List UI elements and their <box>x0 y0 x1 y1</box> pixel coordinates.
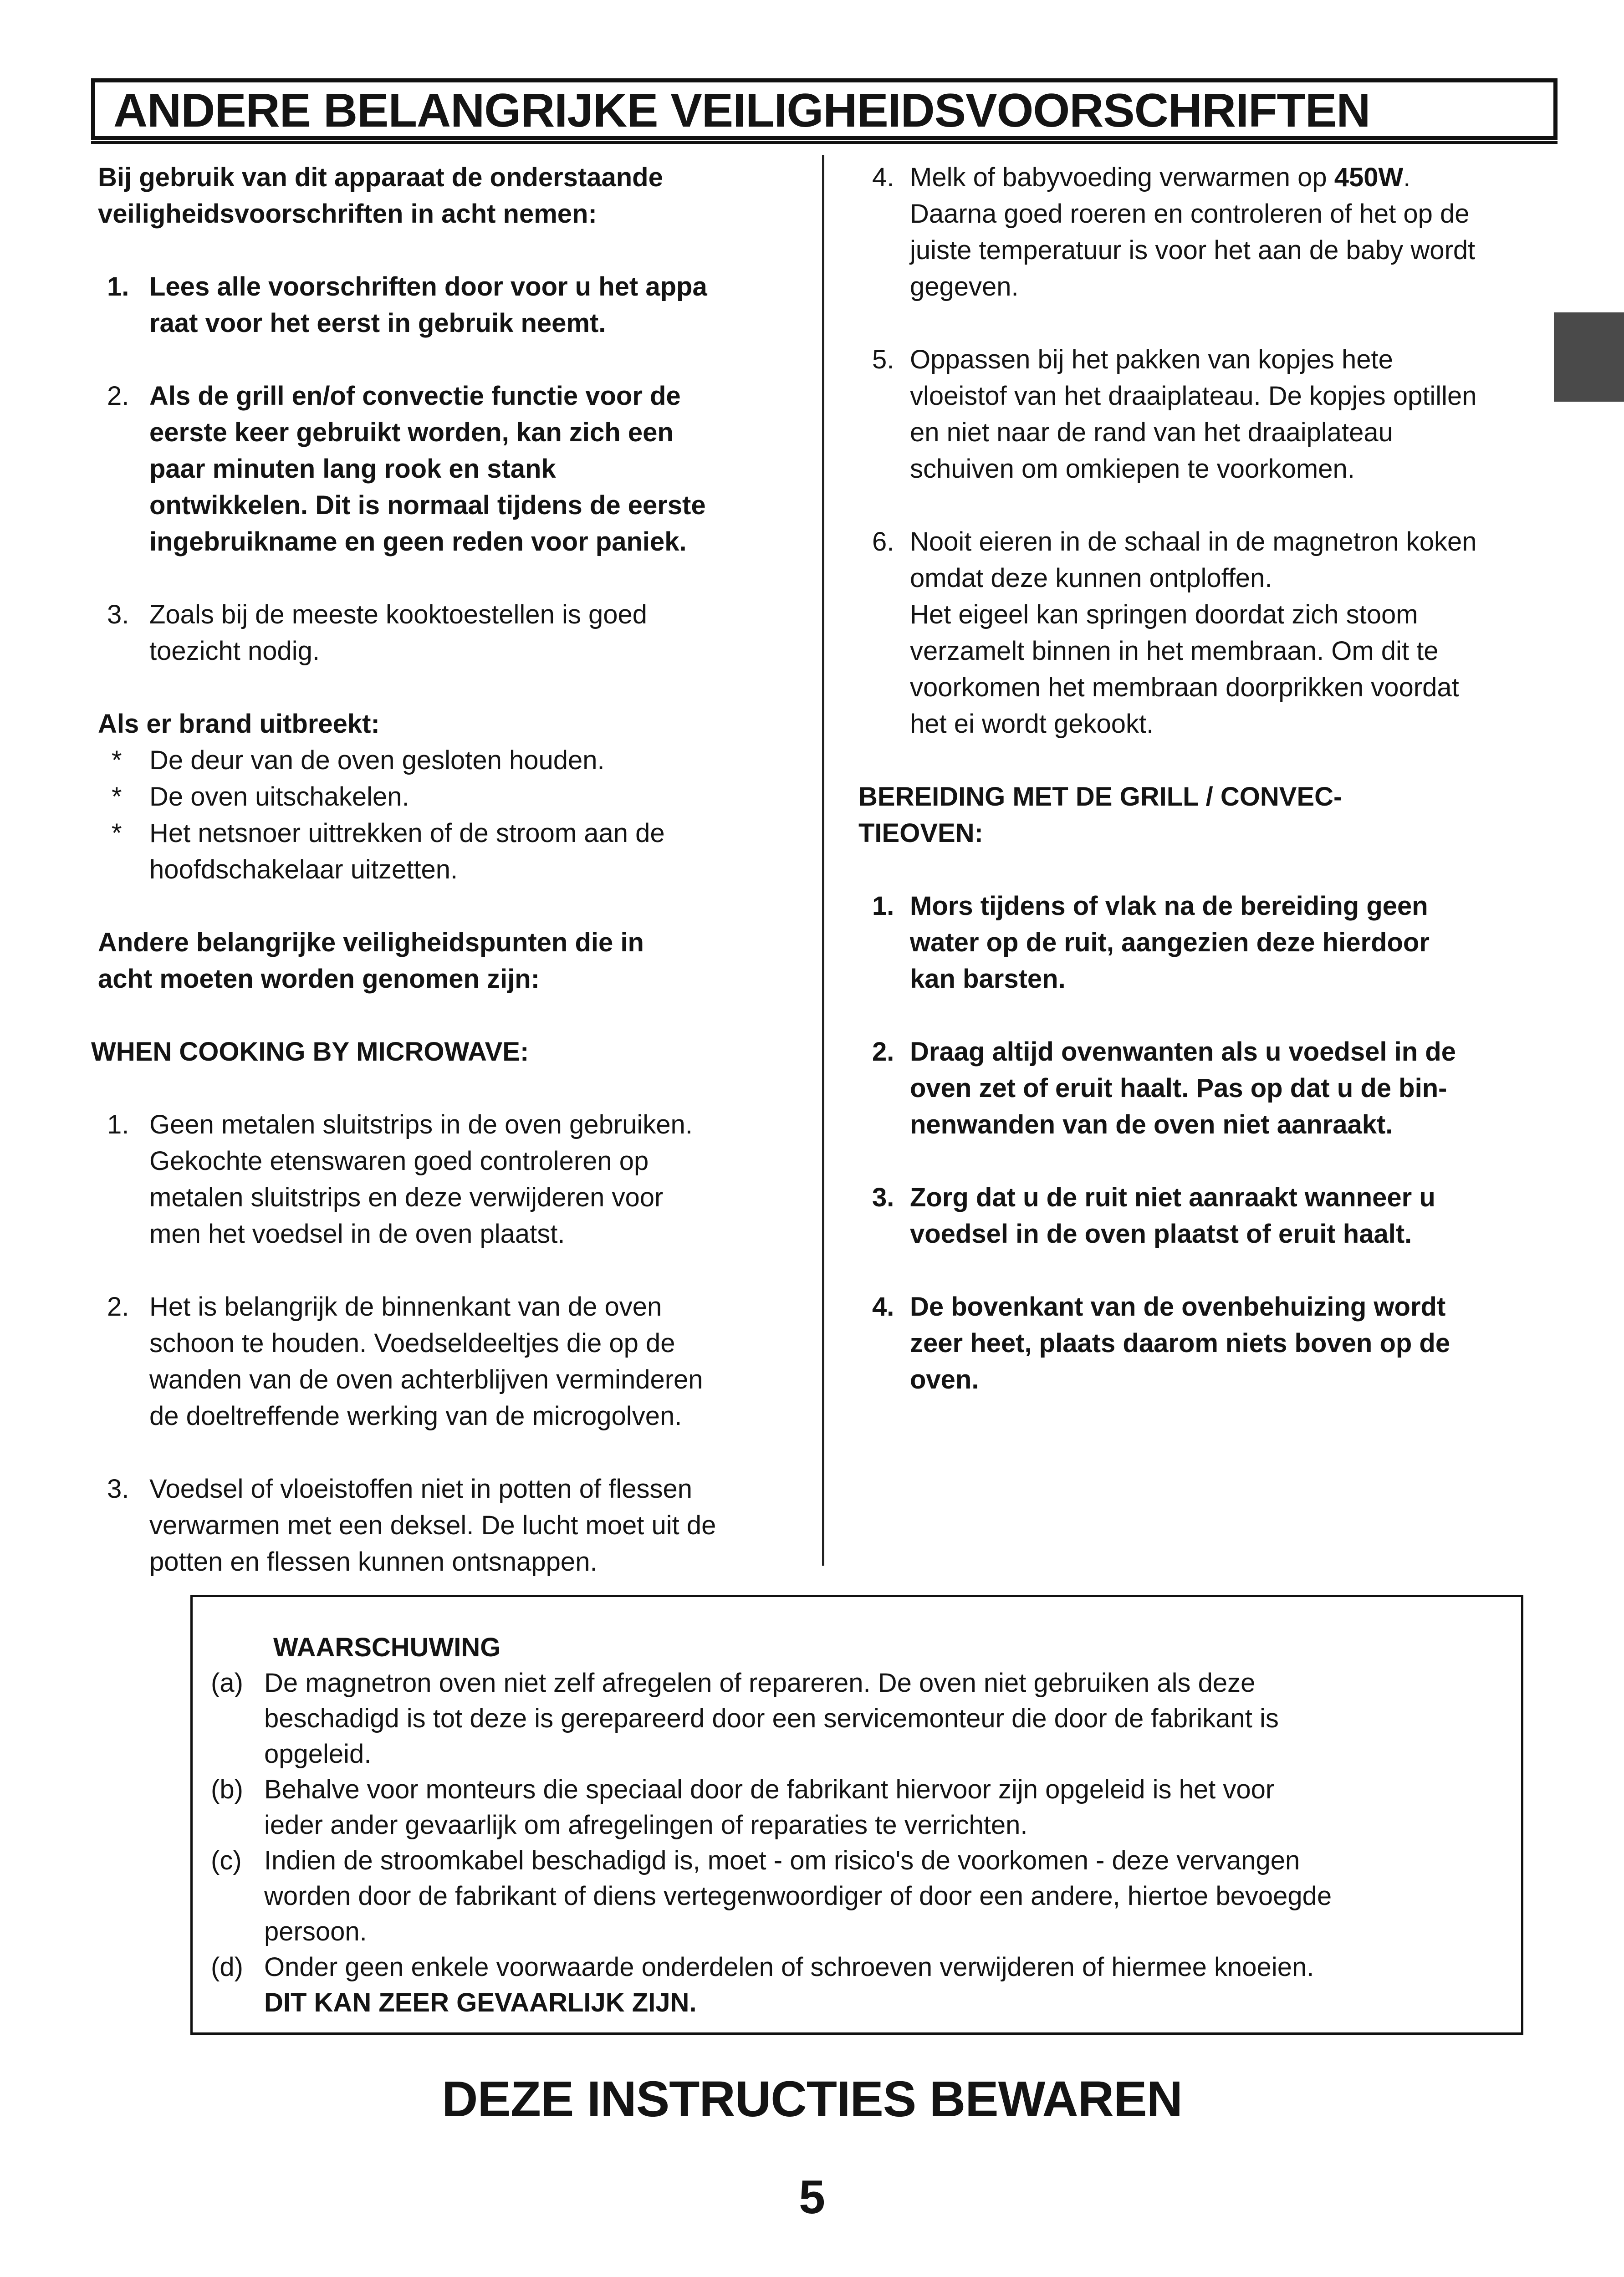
item-number: 2. <box>107 1292 129 1322</box>
left-column <box>91 159 808 1580</box>
title-underline <box>91 141 1558 144</box>
item-line: en niet naar de rand van het draaiplateau <box>910 418 1393 447</box>
warning-line: beschadigd is tot deze is gerepareerd door een servicemonteur die door de fabrikant is <box>264 1704 1279 1733</box>
intro-line: Bij gebruik van dit apparaat de onderstaande <box>98 163 663 192</box>
item-line: ontwikkelen. Dit is normaal tijdens de eerste <box>149 490 706 520</box>
footer-title: DEZE INSTRUCTIES BEWAREN <box>441 2071 1183 2127</box>
grill-heading <box>858 779 1569 852</box>
bullet-item <box>98 742 808 779</box>
item-line: juiste temperatuur is voor het aan de baby wordt <box>910 235 1476 265</box>
list-item <box>858 159 1569 305</box>
item-line: ingebruikname en geen reden voor paniek. <box>149 527 687 556</box>
item-line: schuiven om omkiepen te voorkomen. <box>910 454 1355 484</box>
item-line: men het voedsel in de oven plaatst. <box>149 1219 565 1249</box>
warning-emphasis: DIT KAN ZEER GEVAARLIJK ZIJN. <box>264 1988 697 2017</box>
item-number: 6. <box>872 527 894 556</box>
warning-item <box>211 1665 1509 1772</box>
warning-label: (a) <box>211 1668 243 1698</box>
title-box <box>91 78 1558 140</box>
page-number: 5 <box>799 2171 825 2224</box>
warning-line: opgeleid. <box>264 1739 372 1769</box>
item-line: voedsel in de oven plaatst of eruit haalt. <box>910 1219 1412 1249</box>
grill-heading-line: TIEOVEN: <box>858 818 983 848</box>
grill-heading-line: BEREIDING MET DE GRILL / CONVEC- <box>858 782 1343 812</box>
warning-label: (d) <box>211 1952 243 1982</box>
item-line: Voedsel of vloeistoffen niet in potten of flessen <box>149 1474 692 1504</box>
item-line: kan barsten. <box>910 964 1066 994</box>
bullet-line: De oven uitschakelen. <box>149 782 409 812</box>
item-line: de doeltreffende werking van de microgolven. <box>149 1401 682 1431</box>
item-line: Daarna goed roeren en controleren of het op de <box>910 199 1470 229</box>
list-item <box>98 269 808 342</box>
list-item <box>98 1289 808 1435</box>
item-line: verzamelt binnen in het membraan. Om dit te <box>910 636 1439 666</box>
bullet-line: hoofdschakelaar uitzetten. <box>149 855 458 884</box>
item-line: De bovenkant van de ovenbehuizing wordt <box>910 1292 1446 1322</box>
item-line: Oppassen bij het pakken van kopjes hete <box>910 345 1393 374</box>
warning-list <box>211 1665 1509 2021</box>
item-line: toezicht nodig. <box>149 636 320 666</box>
bullet-line: De deur van de oven gesloten houden. <box>149 745 605 775</box>
warning-line: De magnetron oven niet zelf afregelen of repareren. De oven niet gebruiken als deze <box>264 1668 1256 1698</box>
warning-line: ieder ander gevaarlijk om afregelingen of reparaties te verrichten. <box>264 1810 1028 1840</box>
item-line: Geen metalen sluitstrips in de oven gebruiken. <box>149 1110 693 1139</box>
power-value: 450W <box>1334 163 1404 192</box>
warning-line: Indien de stroomkabel beschadigd is, moet - om risico's de voorkomen - deze vervangen <box>264 1846 1300 1875</box>
item-line: wanden van de oven achterblijven verminderen <box>149 1365 703 1394</box>
other-heading-line: Andere belangrijke veiligheidspunten die in <box>98 928 644 957</box>
item-number: 2. <box>872 1037 894 1067</box>
warning-line: Onder geen enkele voorwaarde onderdelen of schroeven verwijderen of hiermee knoeien. <box>264 1952 1314 1982</box>
item-line: verwarmen met een deksel. De lucht moet uit de <box>149 1511 716 1540</box>
item-line: voorkomen het membraan doorprikken voordat <box>910 673 1459 702</box>
item-line: het ei wordt gekookt. <box>910 709 1154 739</box>
item-line: paar minuten lang rook en stank <box>149 454 556 484</box>
item-number: 2. <box>107 381 129 411</box>
item-number: 1. <box>107 1110 129 1139</box>
item-number: 4. <box>872 163 894 192</box>
right-column <box>858 159 1569 1398</box>
bullet-item <box>98 779 808 815</box>
list-item <box>98 378 808 560</box>
other-heading-line: acht moeten worden genomen zijn: <box>98 964 540 994</box>
list-item <box>98 1107 808 1252</box>
item-line: Mors tijdens of vlak na de bereiding geen <box>910 891 1428 921</box>
intro-line: veiligheidsvoorschriften in acht nemen: <box>98 199 597 229</box>
item-line: schoon te houden. Voedseldeeltjes die op de <box>149 1328 675 1358</box>
item-line: Gekochte etenswaren goed controleren op <box>149 1146 649 1176</box>
bullet-item <box>98 815 808 888</box>
item-line: Het eigeel kan springen doordat zich stoom <box>910 600 1418 629</box>
list-item <box>858 1289 1569 1398</box>
bullet-star: * <box>112 782 122 812</box>
item-line: raat voor het eerst in gebruik neemt. <box>149 308 606 338</box>
item-number: 1. <box>107 272 129 301</box>
warning-line: persoon. <box>264 1917 367 1946</box>
column-divider <box>822 155 824 1566</box>
item-line: Nooit eieren in de schaal in de magnetron koken <box>910 527 1477 556</box>
item-line: zeer heet, plaats daarom niets boven op de <box>910 1328 1450 1358</box>
warning-line: Behalve voor monteurs die speciaal door de fabrikant hiervoor zijn opgeleid is het voor <box>264 1775 1275 1804</box>
item-line: Als de grill en/of convectie functie voor de <box>149 381 681 411</box>
item-number: 3. <box>107 1474 129 1504</box>
other-heading <box>98 924 808 997</box>
list-item <box>858 1179 1569 1252</box>
item-line: oven. <box>910 1365 979 1394</box>
warning-item <box>211 1772 1509 1843</box>
list-item <box>98 1471 808 1580</box>
list-item <box>858 888 1569 997</box>
item-line: Lees alle voorschriften door voor u het appa <box>149 272 707 301</box>
item-line: gegeven. <box>910 272 1019 301</box>
list-item <box>858 1034 1569 1143</box>
item-line-suffix: . <box>1403 163 1411 192</box>
warning-line: worden door de fabrikant of diens vertegenwoordiger of door een andere, hiertoe bevoegde <box>264 1881 1332 1911</box>
warning-box <box>190 1595 1523 2035</box>
bullet-star: * <box>112 818 122 848</box>
item-line: metalen sluitstrips en deze verwijderen voor <box>149 1183 664 1212</box>
list-item <box>858 342 1569 487</box>
item-line: Draag altijd ovenwanten als u voedsel in de <box>910 1037 1456 1067</box>
item-line: Zorg dat u de ruit niet aanraakt wanneer u <box>910 1183 1435 1212</box>
item-number: 4. <box>872 1292 894 1322</box>
bullet-star: * <box>112 745 122 775</box>
warning-label: (c) <box>211 1846 242 1875</box>
bullet-line: Het netsnoer uittrekken of de stroom aan de <box>149 818 665 848</box>
item-number: 3. <box>107 600 129 629</box>
item-line: Zoals bij de meeste kooktoestellen is goed <box>149 600 647 629</box>
list-item <box>858 524 1569 742</box>
item-number: 5. <box>872 345 894 374</box>
item-line: Het is belangrijk de binnenkant van de oven <box>149 1292 662 1322</box>
intro-text <box>98 159 808 232</box>
list-item <box>98 597 808 669</box>
item-line-prefix: Melk of babyvoeding verwarmen op <box>910 163 1334 192</box>
item-line: water op de ruit, aangezien deze hierdoor <box>910 928 1430 957</box>
item-number: 1. <box>872 891 894 921</box>
item-line: oven zet of eruit haalt. Pas op dat u de bin- <box>910 1073 1447 1103</box>
item-line: potten en flessen kunnen ontsnappen. <box>149 1547 598 1577</box>
warning-label: (b) <box>211 1775 243 1804</box>
item-line: vloeistof van het draaiplateau. De kopjes optillen <box>910 381 1477 411</box>
warning-item <box>211 1843 1509 1950</box>
item-line: omdat deze kunnen ontploffen. <box>910 563 1272 593</box>
item-number: 3. <box>872 1183 894 1212</box>
item-line: nenwanden van de oven niet aanraakt. <box>910 1110 1393 1139</box>
item-line: eerste keer gebruikt worden, kan zich een <box>149 418 674 447</box>
fire-heading: Als er brand uitbreekt: <box>98 709 380 739</box>
warning-title: WAARSCHUWING <box>273 1633 501 1662</box>
warning-item <box>211 1950 1509 2021</box>
page-title: ANDERE BELANGRIJKE VEILIGHEIDSVOORSCHRIFTEN <box>113 84 1370 137</box>
microwave-heading: WHEN COOKING BY MICROWAVE: <box>91 1037 529 1067</box>
